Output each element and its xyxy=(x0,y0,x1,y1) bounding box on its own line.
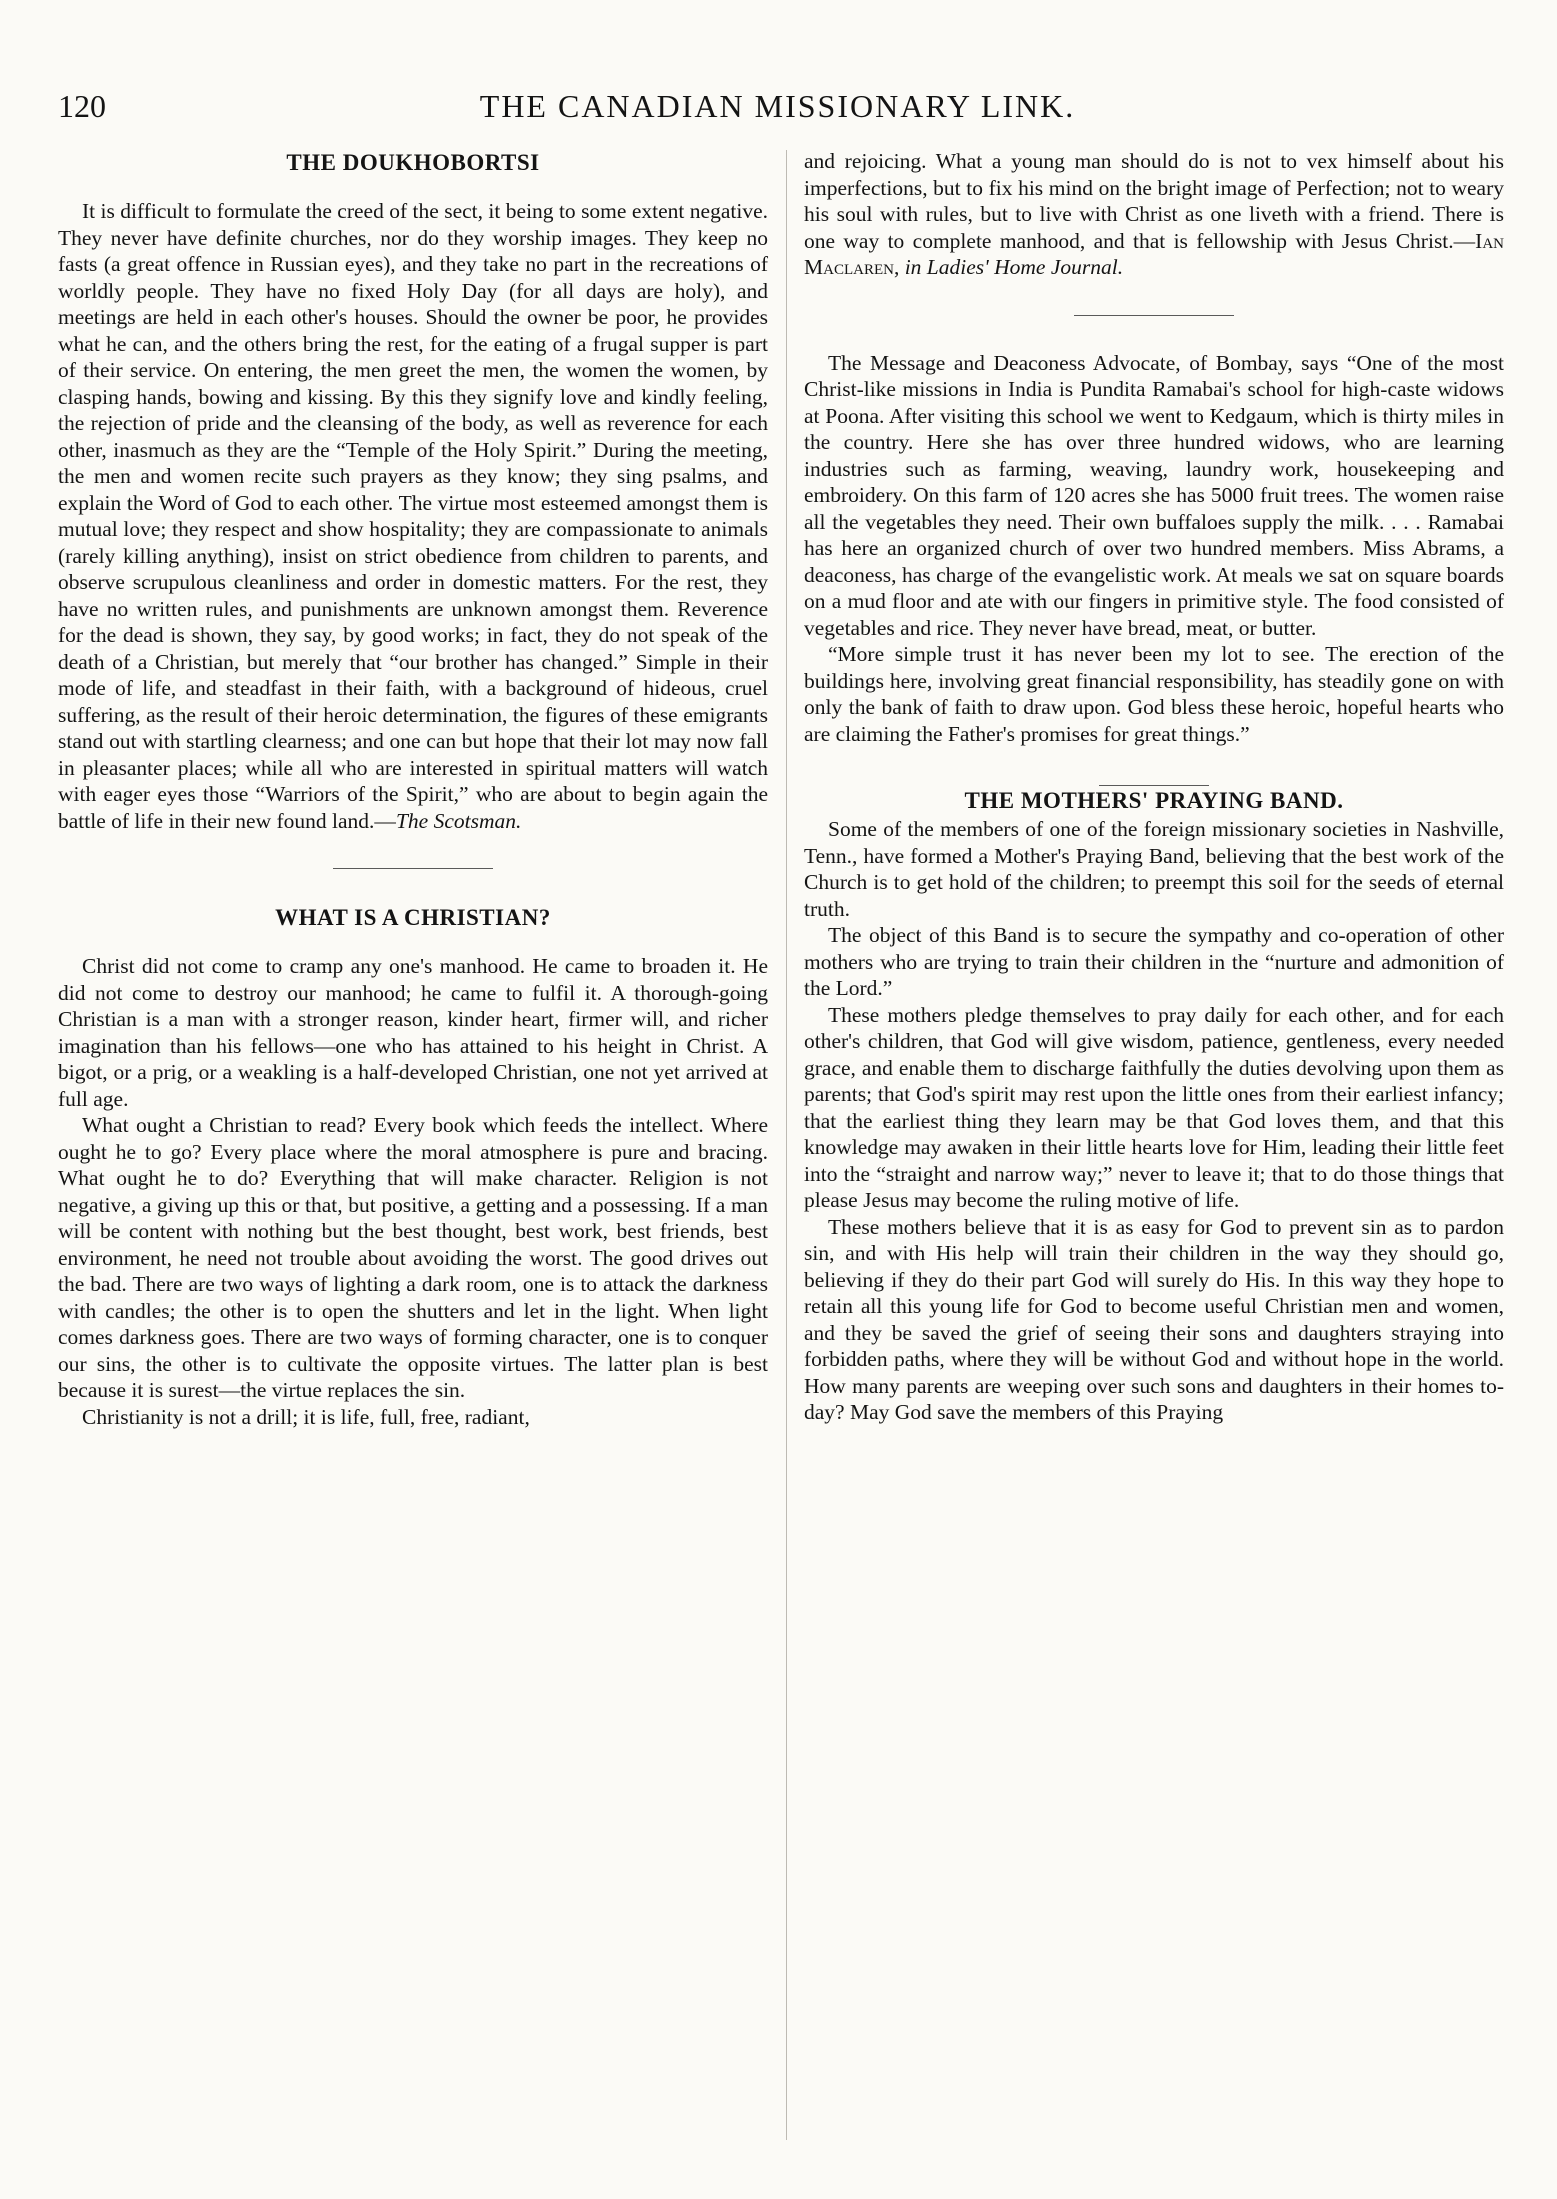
running-header xyxy=(58,88,1497,128)
christian-paragraph-2: What ought a Christian to read? Every book which feeds the intellect. Where ought he to go? Every place where the moral atmosphere is pure and bracing. What ought he to do? Everything that will make character. Religion is not negative, a giving up this or that, but positive, a getting and a possessing. If a man will be content with nothing but the best thought, best work, best friends, best environment, he need not trouble about avoiding the worst. The good drives out the bad. There are two ways of lighting a dark room, one is to attack the darkness with candles; the other is to open the shutters and let in the light. When light comes darkness goes. There are two ways of forming character, one is to conquer our sins, the other is to cultivate the opposite virtues. The latter plan is best because it is surest—the virtue replaces the sin. xyxy=(58,1113,768,1402)
left-column xyxy=(58,148,768,1430)
doukhobortsi-text: It is difficult to formulate the creed of the sect, it being to some extent negative. They never have definite churches, nor do they worship images. They keep no fasts (a great offence in Russian eyes), and they take no part in the recreations of worldly people. They have no fixed Holy Day (for all days are holy), and meetings are held in each other's houses. Should the owner be poor, he provides what he can, and the others bring the rest, for the eating of a frugal supper is part of their service. On entering, the men greet the men, the women the women, by clasping hands, bowing and kissing. By this they signify love and kindly feeling, the rejection of pride and the cleansing of the body, as well as reverence for each other, inasmuch as they are the “Temple of the Holy Spirit.” During the meeting, the men and women recite such prayers as they know; they sing psalms, and explain the Word of God to each other. The virtue most esteemed amongst them is mutual love; they respect and show hospitality; they are compassionate to animals (rarely killing anything), insist on strict obedience from children to parents, and observe scrupulous cleanliness and order in domestic matters. For the rest, they have no written rules, and punishments are unknown amongst them. Reverence for the dead is shown, they say, by good works; in fact, they do not speak of the death of a Christian, but merely that “our brother has changed.” Simple in their mode of life, and steadfast in their faith, with a background of hideous, cruel suffering, as the result of their heroic determination, the figures of these emigrants stand out with startling clearness; and one can but hope that their lot may now fall in pleasanter places; while all who are interested in spiritual matters will watch with eager eyes those “Warriors of the Spirit,” who are about to begin again the battle of life in their new found land.— xyxy=(58,199,768,833)
article-title-doukhobortsi: THE DOUKHOBORTSI xyxy=(286,150,540,175)
article-title-christian: WHAT IS A CHRISTIAN? xyxy=(275,905,551,930)
doukhobortsi-source: The Scotsman. xyxy=(395,808,522,833)
article-body-doukhobortsi xyxy=(58,198,768,834)
article-title-mothers: THE MOTHERS' PRAYING BAND. xyxy=(964,788,1344,813)
column-divider xyxy=(786,150,787,2140)
publication-title: THE CANADIAN MISSIONARY LINK. xyxy=(479,88,1076,124)
message-paragraph-2: “More simple trust it has never been my lot to see. The erection of the buildings here, involving great financial responsibility, has steadily gone on with only the bank of faith to draw upon. God bless these heroic, hopeful hearts who are claiming the Father's promises for great things.” xyxy=(804,642,1504,746)
section-separator xyxy=(333,868,493,869)
mothers-paragraph-4: These mothers believe that it is as easy for God to prevent sin as to pardon sin, and with His help will train their children in the way they should go, believing if they do their part God will surely do His. In this way they hope to retain all this young life for God to become useful Christian men and women, and they be saved the grief of seeing their sons and daughters straying into forbidden paths, where they will be without God and without hope in the world. How many parents are weeping over such sons and daughters in their homes to-day? May God save the members of this Praying xyxy=(804,1214,1504,1424)
right-column xyxy=(804,148,1504,1426)
mothers-paragraph-1: Some of the members of one of the foreign missionary societies in Nashville, Tenn., have formed a Mother's Praying Band, believing that the best work of the Church is to get hold of the children; to preempt this soil for the seeds of eternal truth. xyxy=(804,817,1504,921)
section-separator xyxy=(1074,315,1234,316)
christian-source: in Ladies' Home Journal. xyxy=(904,255,1124,279)
christian-paragraph-3: Christianity is not a drill; it is life, full, free, radiant, xyxy=(82,1404,530,1429)
mothers-paragraph-3: These mothers pledge themselves to pray daily for each other, and for each other's children, that God will give wisdom, patience, gentleness, every needed grace, and enable them to discharge faithfully the duties devolving upon them as parents; that God's spirit may rest upon the little ones from their earliest infancy; that the earliest thing they learn may be that God loves them, and that this knowledge may awaken in their little hearts love for Him, leading their little feet into the “straight and narrow way;” never to leave it; that to do those things that please Jesus may become the ruling motive of life. xyxy=(804,1002,1504,1212)
christian-continuation-text: and rejoicing. What a young man should do is not to vex himself about his imperfections, but to fix his mind on the bright image of Perfection; not to weary his soul with rules, but to live with Christ as one liveth with a friend. There is one way to complete manhood, and that is fellowship with Jesus Christ.— xyxy=(804,149,1504,253)
christian-paragraph-1: Christ did not come to cramp any one's manhood. He came to broaden it. He did not come to destroy our manhood; he came to fulfil it. A thorough-going Christian is a man with a stronger reason, kinder heart, firmer will, and richer imagination than his fellows—one who has attained to his height in Christ. A bigot, or a prig, or a weakling is a half-developed Christian, one not yet arrived at full age. xyxy=(58,954,768,1111)
message-paragraph-1: The Message and Deaconess Advocate, of Bombay, says “One of the most Christ-like missions in India is Pundita Ramabai's school for high-caste widows at Poona. After visiting this school we went to Kedgaum, which is thirty miles in the country. Here she has over three hundred widows, who are learning industries such as farming, weaving, laundry work, housekeeping and embroidery. On this farm of 120 acres she has 5000 fruit trees. The women raise all the vegetables they need. Their own buffaloes supply the milk. . . . Ramabai has here an organized church of over two hundred members. Miss Abrams, a deaconess, has charge of the evangelistic work. At meals we sat on square boards on a mud floor and ate with our fingers in primitive style. The food consisted of vegetables and rice. They never have bread, meat, or butter. xyxy=(804,350,1504,640)
christian-continuation xyxy=(804,148,1504,281)
mothers-paragraph-2: The object of this Band is to secure the sympathy and co-operation of other mothers who are trying to train their children in the “nurture and admonition of the Lord.” xyxy=(804,923,1504,1000)
christian-author: Ian Maclaren, xyxy=(804,228,1504,279)
page-number: 120 xyxy=(58,88,106,124)
